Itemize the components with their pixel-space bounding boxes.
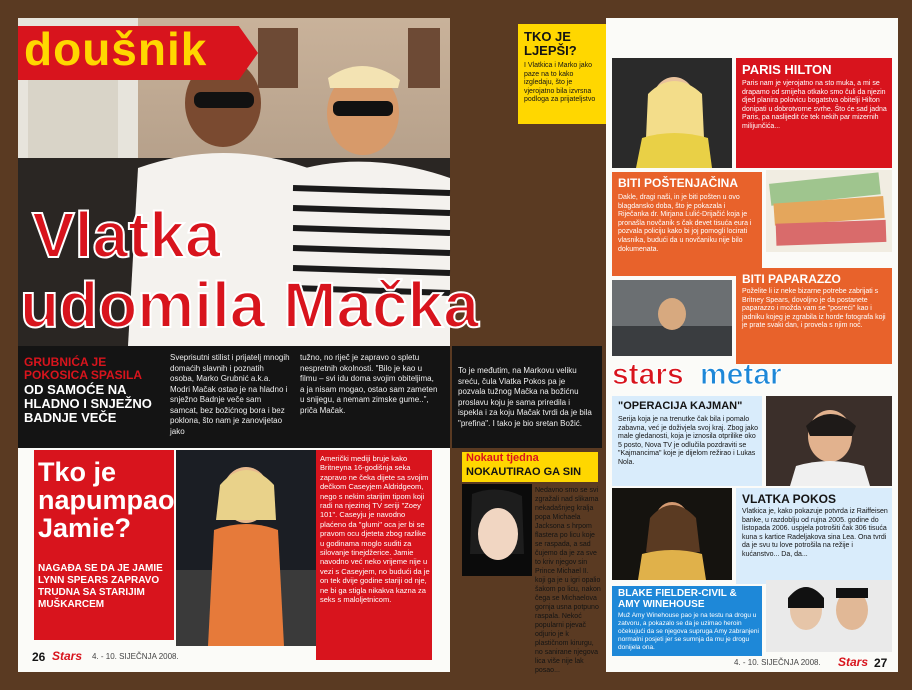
honest-text: Dakle, dragi naši, in je biti pošten u ovo blagdansko doba, što je pokazala i Riječanka dr. Mirjana Lulić-Drijačić koja je pronašla novčanik s čak devet tisuća eura i pozvala policiju kako bi joj pomogli locirati vlasnika, budući da u novčaniku nije bilo dokumenata. xyxy=(618,194,752,253)
vlatka-pokos-photo xyxy=(612,488,732,580)
mj-text: Nedavno smo se svi zgražali nad slikama nekadašnjeg kralja popa Michaela Jacksona s hrpom flastera po licu koje se raspada, a sad čujemo da je za sve to kriv njegov sin Prince Michael II. koji ga je u igri opalio šakom po licu, nakon čega se Michaelova gornja usna potpuno raspala. Nekoć popularni pjevač odjurio je k plastičnom kirurgu, no sanirane njegova lica više nije lak posao... xyxy=(535,487,601,674)
amy-winehouse-photo xyxy=(766,580,892,652)
britney-photo xyxy=(612,280,732,356)
article-col3: To je međutim, na Markovu veliku sreću, čula Vlatka Pokos pa je pozvala tužnog Mačka na božićnu proslavu koju je sama priredila i ispekla i za koju Mačak tvrdi da je bila "prefina". I tako je bio sretan Božić. xyxy=(458,366,592,428)
subhead-black: OD SAMOĆE NA HLADNO I SNJEŽNO BADNJE VEČE xyxy=(24,382,152,425)
paris-hilton-photo xyxy=(612,58,732,168)
jamie-text: Američki mediji bruje kako Britneyna 16-godišnja seka zapravo ne čeka dijete sa svojim dečkom Caseyjem Aldridgeom, nego s nekim starijim tipom koji radi na njezinoj TV seriji "Zoey 101". Caseyju je navodno plaćeno da "glumi" oca jer bi se pravom ocu djeteta zbog razlike u godinama moglo suditi za silovanje tinejdžerice. Jamie navodno već neko vrijeme nije u vezi s Caseyjem, no budući da je on tek dvije godine stariji od nje, ne bi ga stigla nikakva kazna za seks s maloljetnicom. xyxy=(320,454,430,605)
paparazzi-photo xyxy=(612,280,732,356)
article-col1: Sveprisutni stilist i prijatelj mnogih domaćih slavnih i poznatih osoba, Marko Grubnić a.k.a. Modri Mačak ostao je na hladno i snježno Badnje veče sam samcat, bez božićnog bora i bez poklona, što nam je zanovijetao jako xyxy=(170,353,290,436)
michael-jackson-photo xyxy=(462,484,532,576)
section-label: doušnik xyxy=(24,23,208,75)
jamie-photo xyxy=(176,450,316,646)
nola-photo xyxy=(766,396,892,486)
vlatka-photo xyxy=(612,488,732,580)
article-col2: tužno, no riječ je zapravo o spletu nespretnih okolnosti. "Bilo je kao u filmu – svi idu doma svojim obiteljima, a ja nisam mogao, ostao sam zameten u snijegu, a nemam zimske gume..", priča Mačak. xyxy=(300,353,438,415)
lukas-nola-photo xyxy=(766,396,892,486)
paris-text: Paris nam je vjerojatno na sto muka, a mi se drapamo od smijeha otkako smo čuli da njezin djed planira polovicu bogatstva obitelji Hilton doniрati u dobrotvorne svrhe. Što će sad jadna Paris, pa naslijedit će tek nekih par mizernih milijunčića... xyxy=(742,80,887,130)
headline-line2: udomila Mačka xyxy=(20,269,479,341)
jamie-title: Tko je napumpao Jamie? xyxy=(38,457,175,543)
brand-left: Stars xyxy=(52,649,83,663)
vp-title: VLATKA POKOS xyxy=(742,492,837,506)
date-left: 4. - 10. SIJEČNJA 2008. xyxy=(92,652,179,661)
money-photo xyxy=(766,170,892,252)
mj-photo xyxy=(462,484,532,576)
jamie-subtitle: NAGAĐA SE DA JE JAMIE LYNN SPEARS ZAPRAVO TRUDNA SA STARIJIM MUŠKARCEM xyxy=(38,563,163,610)
kajman-text: Serija koja je na trenutke čak bila i pomalo zabavna, već je doživjela svoj kraj. Zbog jako male gledanosti, koja je iznosila otprilike oko 5 posto, Nova TV je odlučila pozdraviti se "Kajmancima" koje je dijelom režirao i Lukas Nola. xyxy=(618,416,759,466)
honest-title: BITI POŠTENJAČINA xyxy=(618,176,739,190)
paparazzo-text: Poželite li iz neke bizarne potrebe zabrijati s Britney Spears, dovoljno je da postanete paparazzo i možda vam se "posreći" kao i jadniku kojeg je zgrabila iz horde fotografa koji je prate svaki dan, i provela s njim noć. xyxy=(742,288,886,330)
blake-title: BLAKE FIELDER-CIVIL & AMY WINEHOUSE xyxy=(618,588,737,610)
vp-text: Vlatkica je, kako pokazuje potvrda iz Raiffeisen banke, u razdoblju od rujna 2005. godine do listopada 2006. uspjela potrošiti čak 306 tisuća kuna s kartice Radeljakova sina Lea. Ona tvrdi da je svu tu love potrošila na režije i kućanstvo... Da, da... xyxy=(742,508,888,558)
left-page xyxy=(18,18,479,672)
paris-title: PARIS HILTON xyxy=(742,62,832,77)
paparazzo-title: BITI PAPARAZZO xyxy=(742,272,841,286)
date-right: 4. - 10. SIJEČNJA 2008. xyxy=(734,658,821,667)
headline-line1: Vlatka xyxy=(32,199,221,271)
blake-text: Muž Amy Winehouse pao je na testu na drogu u zatvoru, a pokazalo se da je uzimao heroin očekujući da se njegova supruga Amy zabranjeni normalni posjeti jer se sumnja da mu je drogu donijela ona. xyxy=(618,612,759,651)
jamie-lynn-photo xyxy=(176,450,316,646)
starsmetar-a: stars xyxy=(612,358,684,391)
kajman-title: "OPERACIJA KAJMAN" xyxy=(618,400,743,412)
sidebar-question: TKO JE LJEPŠI? xyxy=(524,29,577,58)
amy-photo xyxy=(766,580,892,652)
right-page xyxy=(606,18,898,672)
brand-right: Stars xyxy=(838,655,869,669)
subhead-red: GRUBNIĆA JE POKOSICA SPASILA xyxy=(24,355,143,382)
euro-banknotes-photo xyxy=(766,170,892,252)
page-folio-right: 27 xyxy=(874,656,888,670)
sidebar-text: I Vlatkica i Marko jako paze na to kako izgledaju, što je vjerojatno bila izvrsna podloga za prijateljstvo xyxy=(524,62,596,104)
starsmetar-b: metar xyxy=(700,358,782,391)
mj-title: NOKAUTIRAO GA SIN xyxy=(466,466,582,478)
page-folio-left: 26 xyxy=(32,650,46,664)
mj-kicker: Nokaut tjedna xyxy=(466,452,539,464)
paris-photo xyxy=(612,58,732,168)
